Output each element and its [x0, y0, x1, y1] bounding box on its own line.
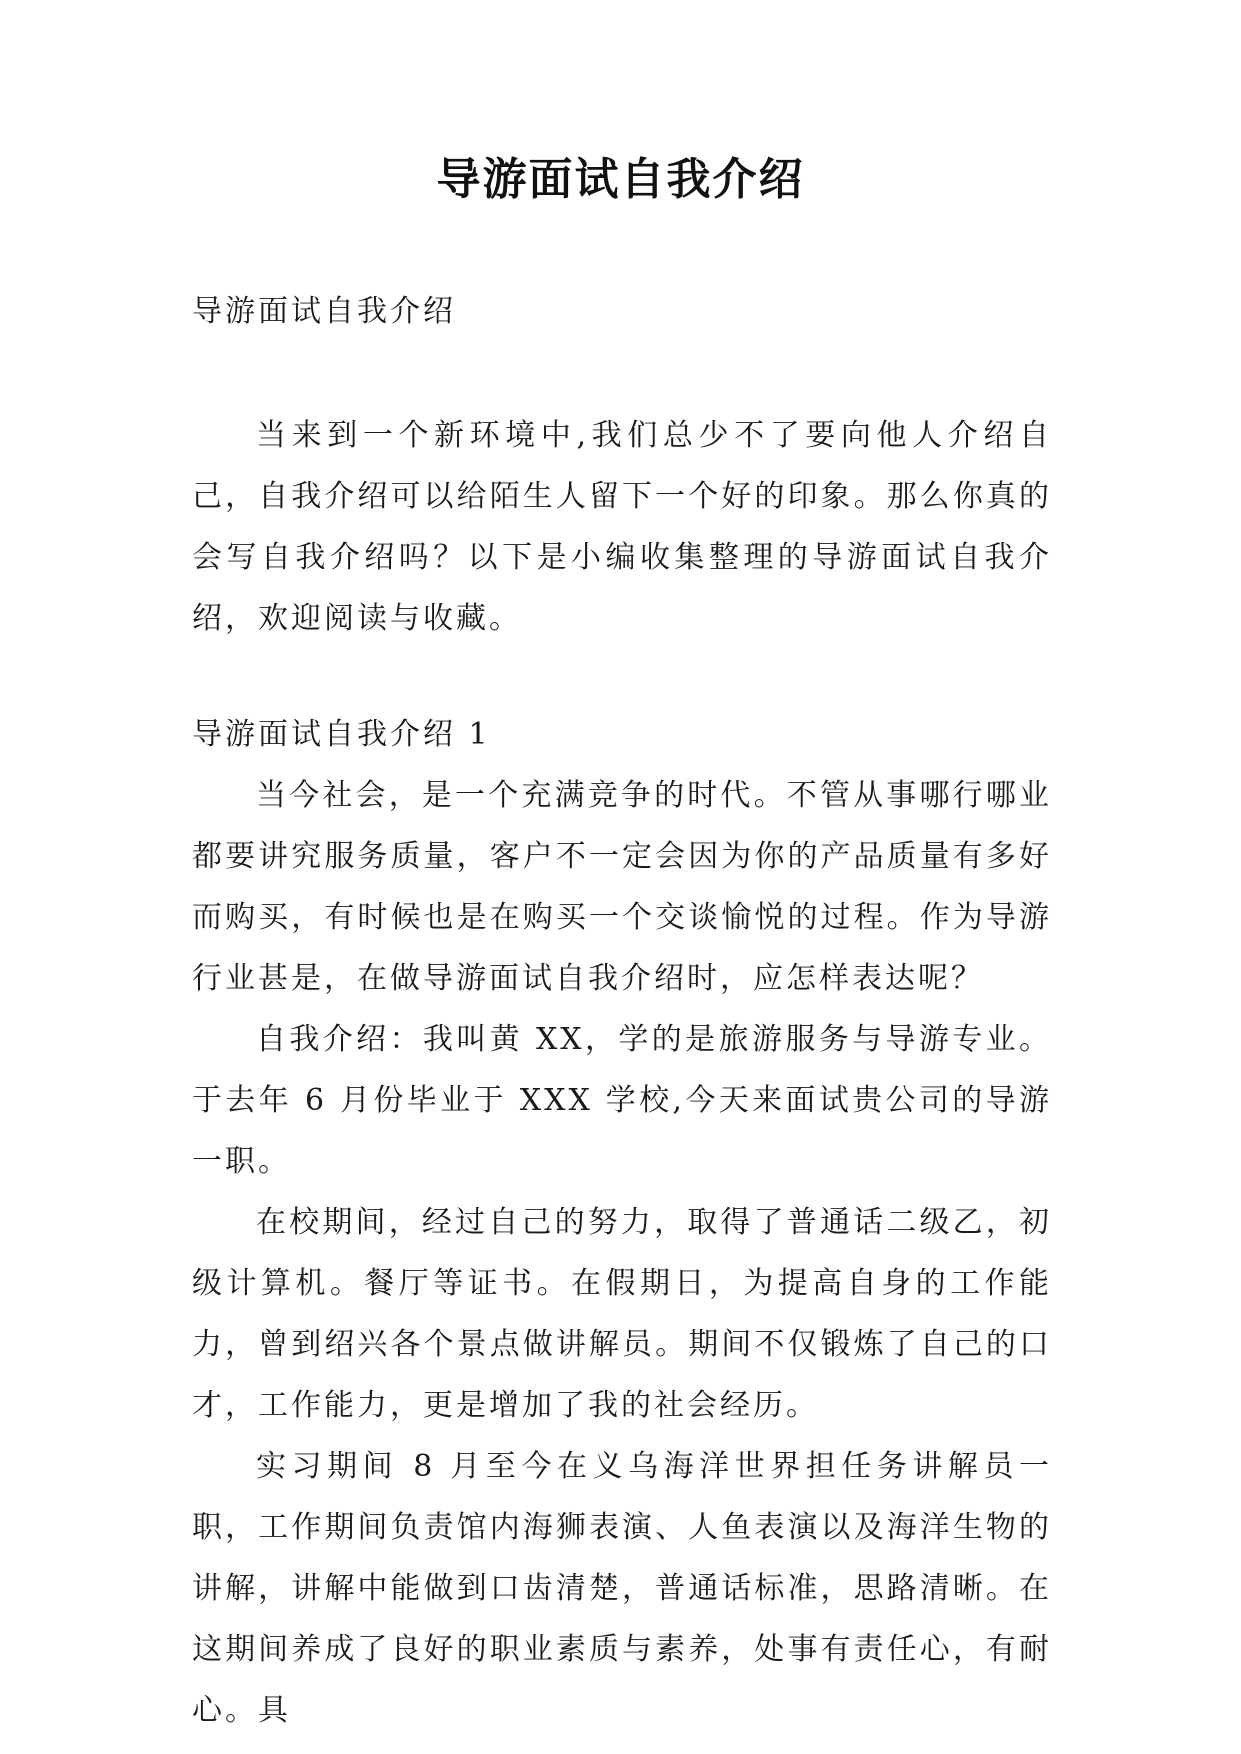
section-1-heading-block: [192, 704, 1052, 765]
section-1-heading: 导游面试自我介绍 1: [192, 717, 491, 752]
body-paragraph: 自我介绍：我叫黄 XX，学的是旅游服务与导游专业。于去年 6 月份毕业于 XXX 学校,今天来面试贵公司的导游一职。: [192, 1022, 1052, 1179]
body-paragraph: 实习期间 8 月至今在义乌海洋世界担任务讲解员一职，工作期间负责馆内海狮表演、人鱼表演以及海洋生物的讲解，讲解中能做到口齿清楚，普通话标准，思路清晰。在这期间养成了良好的职业素质与素养，处事有责任心，有耐心。具: [192, 1449, 1052, 1728]
intro-section: [192, 405, 1052, 649]
body-paragraph: 当今社会，是一个充满竞争的时代。不管从事哪行哪业都要讲究服务质量，客户不一定会因为你的产品质量有多好而购买，有时候也是在购买一个交谈愉悦的过程。作为导游行业甚是，在做导游面试自我介绍时，应怎样表达呢？: [192, 778, 1052, 996]
intro-paragraph: 当来到一个新环境中,我们总少不了要向他人介绍自己，自我介绍可以给陌生人留下一个好的印象。那么你真的会写自我介绍吗？以下是小编收集整理的导游面试自我介绍，欢迎阅读与收藏。: [192, 418, 1052, 636]
document-subtitle: 导游面试自我介绍: [192, 294, 456, 329]
document-title: 导游面试自我介绍: [436, 154, 805, 205]
body-paragraph: 在校期间，经过自己的努力，取得了普通话二级乙，初级计算机。餐厅等证书。在假期日，为提高自身的工作能力，曾到绍兴各个景点做讲解员。期间不仅锻炼了自己的口才，工作能力，更是增加了我的社会经历。: [192, 1205, 1052, 1423]
section-1-body: [192, 765, 1052, 1741]
